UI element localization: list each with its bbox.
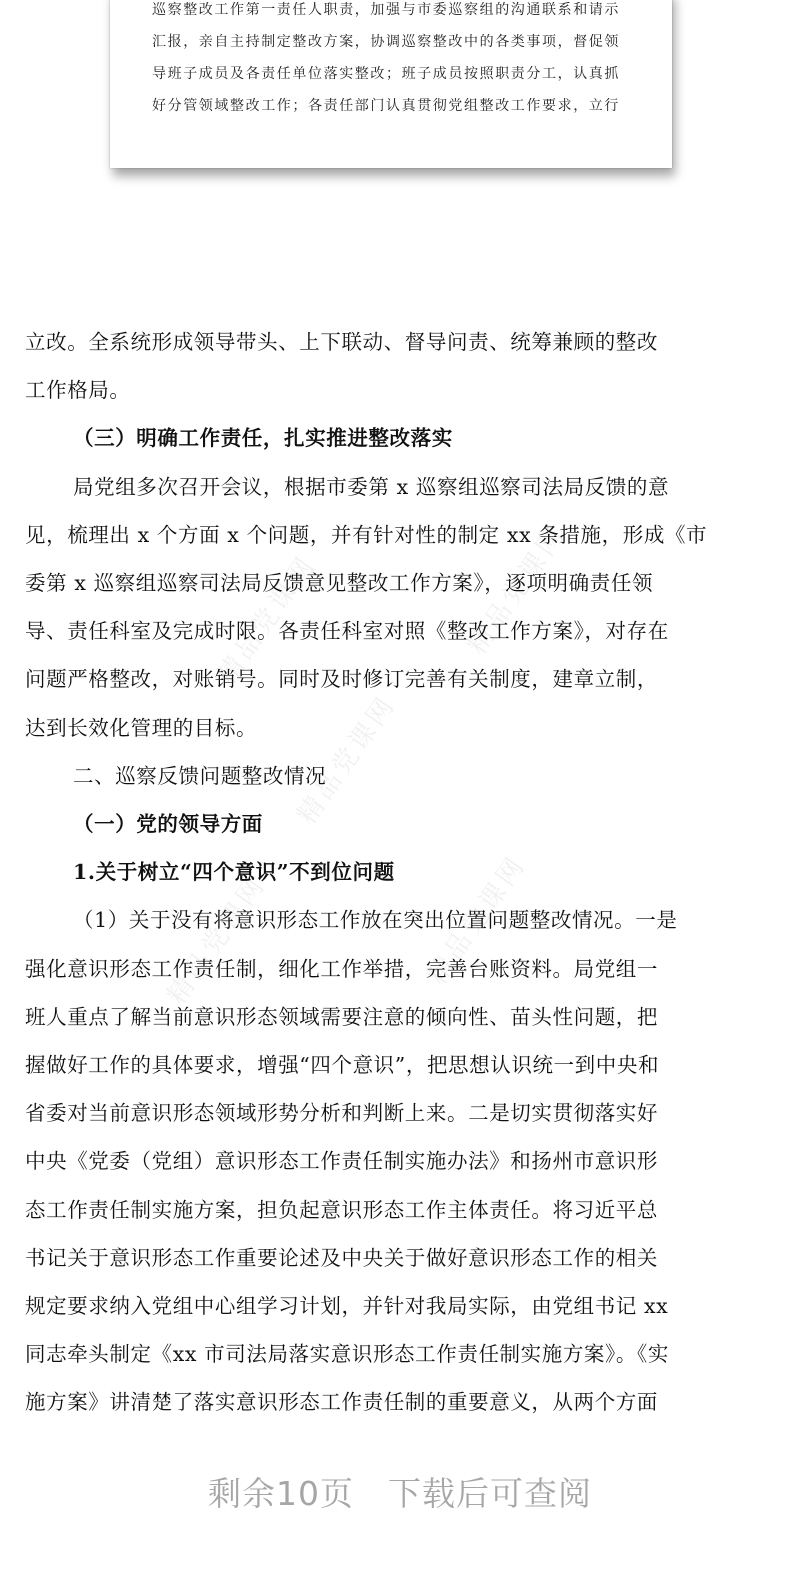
paragraph-line: 委第 x 巡察组巡察司法局反馈意见整改工作方案》，逐项明确责任领 [25,571,654,596]
paragraph-line: 班人重点了解当前意识形态领域需要注意的倾向性、苗头性问题，把 [25,1004,658,1029]
paragraph-line: （1）关于没有将意识形态工作放在突出位置问题整改情况。一是 [73,908,678,933]
watermark: 精品党课网 [161,869,273,1010]
remaining-pages-label: 剩余10页 [208,1474,354,1513]
subsection-heading: （一）党的领导方面 [73,812,263,837]
watermark: 精品党课网 [291,689,403,830]
watermark: 精品党课网 [461,519,573,660]
paragraph-line: 立改。全系统形成领导带头、上下联动、督导问责、统筹兼顾的整改 [25,330,658,354]
section-heading: 二、巡察反馈问题整改情况 [73,763,327,788]
preview-line: 好分管领域整改工作；各责任部门认真贯彻党组整改工作要求，立行 [152,98,620,114]
paragraph-line: 见，梳理出 x 个方面 x 个问题，并有针对性的制定 xx 条措施，形成《市 [25,522,708,547]
watermark: 精品党课网 [211,549,323,690]
paragraph-line: 局党组多次召开会议，根据市委第 x 巡察组巡察司法局反馈的意 [73,474,670,499]
watermark: 精品党课网 [421,849,533,990]
preview-page-text [152,0,652,122]
paragraph-line: 问题严格整改，对账销号。同时及时修订完善有关制度，建章立制， [25,667,658,692]
item-heading: 1.关于树立“四个意识”不到位问题 [73,860,395,885]
paragraph-line: 同志牵头制定《xx 市司法局落实意识形态工作责任制实施方案》。《实 [25,1342,669,1367]
paragraph-line: 态工作责任制实施方案，担负起意识形态工作主体责任。将习近平总 [25,1197,658,1222]
paragraph-line: 达到长效化管理的目标。 [25,715,258,740]
paragraph-line: 中央《党委（党组）意识形态工作责任制实施办法》和扬州市意识形 [25,1149,658,1174]
preview-line: 导班子成员及各责任单位落实整改；班子成员按照职责分工，认真抓 [152,66,620,82]
paragraph-line: 强化意识形态工作责任制，细化工作举措，完善台账资料。局党组一 [25,956,658,981]
preview-page-card [110,0,672,168]
download-to-view-label: 下载后可查阅 [388,1474,592,1513]
section-heading: （三）明确工作责任，扎实推进整改落实 [73,426,453,451]
paragraph-line: 规定要求纳入党组中心组学习计划，并针对我局实际，由党组书记 xx [25,1294,669,1319]
paragraph-line: 施方案》讲清楚了落实意识形态工作责任制的重要意义，从两个方面 [25,1390,658,1415]
paragraph-line: 握做好工作的具体要求，增强“四个意识”，把思想认识统一到中央和 [25,1053,660,1078]
preview-line: 汇报，亲自主持制定整改方案，协调巡察整改中的各类事项，督促领 [152,34,620,50]
paragraph-line: 导、责任科室及完成时限。各责任科室对照《整改工作方案》，对存在 [25,619,669,644]
paragraph-line: 书记关于意识形态工作重要论述及中央关于做好意识形态工作的相关 [25,1245,658,1270]
download-prompt[interactable] [0,1468,800,1515]
document-body [25,318,765,1427]
paragraph-line: 省委对当前意识形态领域形势分析和判断上来。二是切实贯彻落实好 [25,1101,658,1126]
paragraph-line: 工作格局。 [25,378,131,403]
preview-line: 巡察整改工作第一责任人职责，加强与市委巡察组的沟通联系和请示 [152,2,620,18]
